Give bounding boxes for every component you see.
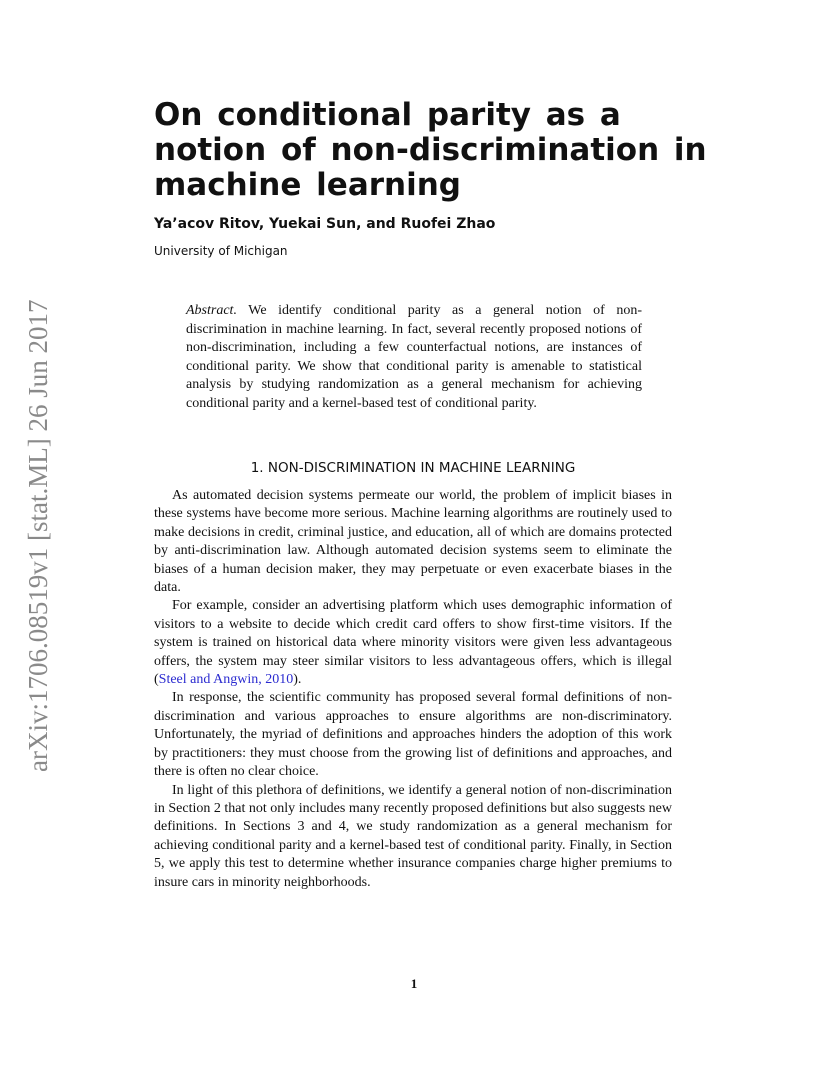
body-paragraph: In light of this plethora of definitions, we identify a general notion of non-discrimination in Section 2 that not only includes many recently proposed definitions but also suggests new definitions. In Sections 3 and 4, we study randomization as a general mechanism for achieving conditional parity and a kernel-based test of conditional parity. Finally, in Section 5, we apply this test to determine whether insurance companies charge higher premiums to insure cars in minority neighborhoods.	[154, 782, 672, 890]
paper-title: On conditional parity as a notion of non-discrimination in machine learning	[154, 97, 707, 203]
arxiv-side-stamp	[18, 286, 58, 772]
body-paragraph: In response, the scientific community has proposed several formal definitions of non-discrimination and various approaches to ensure algorithms are non-discriminatory. Unfortunately, the myriad of definitions and approaches hinders the adoption of this work by practitioners: they must choose from the growing list of definitions and approaches, and there is often no clear choice.	[154, 690, 672, 780]
paragraph-text: ).	[293, 672, 302, 688]
author-affiliation: University of Michigan	[154, 244, 288, 258]
paper-authors: Ya’acov Ritov, Yuekai Sun, and Ruofei Zhao	[154, 216, 496, 232]
citation-link[interactable]: Steel and Angwin, 2010	[158, 672, 294, 688]
arxiv-identifier: arXiv:1706.08519v1 [stat.ML] 26 Jun 2017	[23, 299, 53, 772]
paragraph-text: For example, consider an advertising platform which uses demographic information of visitors to a website to decide which credit card offers to show first-time visitors. If the system is trained on historical data where minority visitors were given less advantageous offers, the system may steer similar visitors to less advantageous offers, which is illegal (	[154, 598, 672, 688]
abstract	[186, 302, 642, 414]
abstract-label: Abstract.	[186, 303, 237, 318]
section-heading: 1. NON-DISCRIMINATION IN MACHINE LEARNING	[250, 460, 576, 476]
body-paragraph	[154, 597, 672, 689]
abstract-text: We identify conditional parity as a general notion of non-discrimination in machine learning. In fact, several recently proposed notions of non-discrimination, including a few counterfactual notions, are instances of conditional parity. We show that conditional parity is amenable to statistical analysis by studying randomization as a general mechanism for achieving conditional parity and a kernel-based test of conditional parity.	[186, 303, 642, 411]
page-number: 1	[410, 976, 418, 991]
section-body	[154, 487, 672, 892]
body-paragraph: As automated decision systems permeate our world, the problem of implicit biases in these systems have become more serious. Machine learning algorithms are routinely used to make decisions in credit, criminal justice, and education, all of which are domains protected by anti-discrimination law. Although automated decision systems seem to eliminate the biases of a human decision maker, they may perpetuate or even exacerbate biases in the data.	[154, 488, 672, 596]
